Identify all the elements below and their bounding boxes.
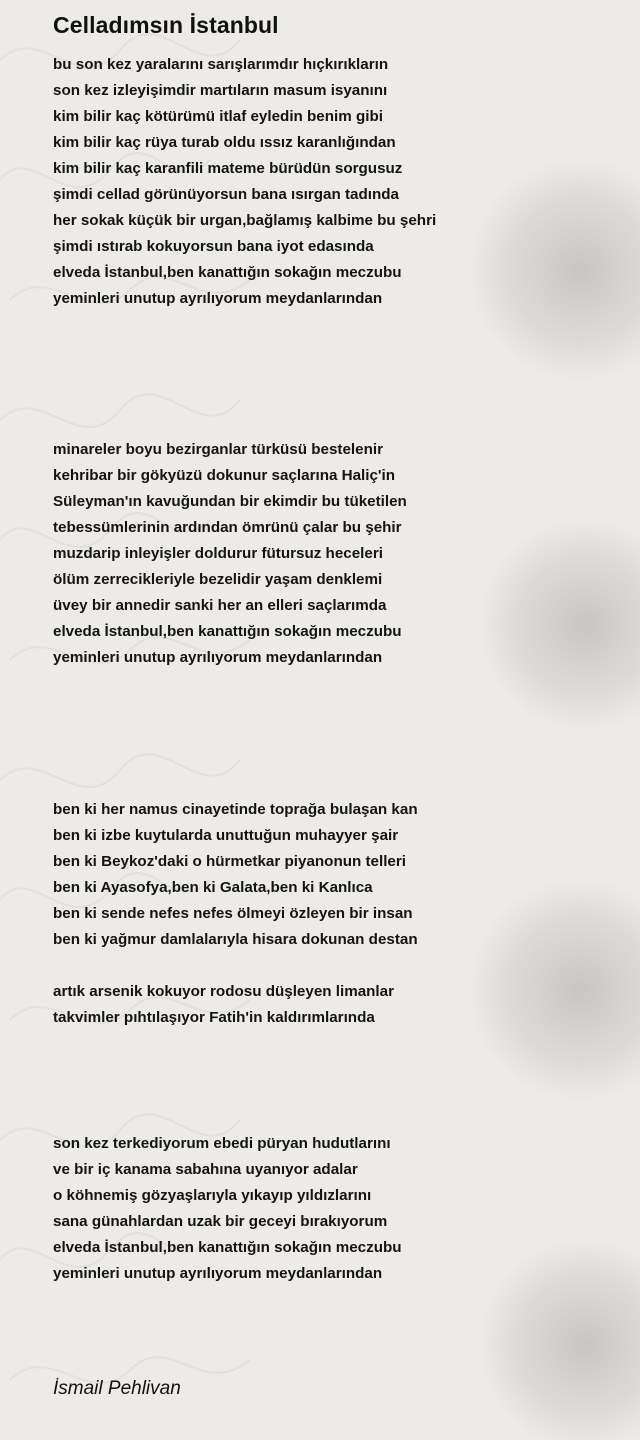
- poem-line: ben ki sende nefes nefes ölmeyi özleyen bir insan: [53, 905, 413, 922]
- poem-line: bu son kez yaralarını sarışlarımdır hıçkırıkların: [53, 56, 389, 73]
- poem-line: kim bilir kaç kötürümü itlaf eyledin benim gibi: [53, 108, 383, 125]
- poem-line: ölüm zerrecikleriyle bezelidir yaşam denklemi: [53, 571, 383, 588]
- poem-line: şimdi cellad görünüyorsun bana ısırgan tadında: [53, 186, 399, 203]
- stanza-2: [53, 437, 407, 671]
- poem-line: her sokak küçük bir urgan,bağlamış kalbime bu şehri: [53, 212, 437, 229]
- poem-line: elveda İstanbul,ben kanattığın sokağın meczubu: [53, 623, 402, 640]
- poem-line: takvimler pıhtılaşıyor Fatih'in kaldırımlarında: [53, 1009, 375, 1026]
- poem-line: o köhnemiş gözyaşlarıyla yıkayıp yıldızlarını: [53, 1187, 372, 1204]
- stanza-3: [53, 797, 418, 953]
- poem-line: artık arsenik kokuyor rodosu düşleyen limanlar: [53, 983, 394, 1000]
- poem-line: şimdi ıstırab kokuyorsun bana iyot edasında: [53, 238, 374, 255]
- poem-line: minareler boyu bezirganlar türküsü bestelenir: [53, 441, 384, 458]
- poem-line: kehribar bir gökyüzü dokunur saçlarına Haliç'in: [53, 467, 396, 484]
- poem-line: ben ki her namus cinayetinde toprağa bulaşan kan: [53, 801, 418, 818]
- poem-line: son kez izleyişimdir martıların masum isyanını: [53, 82, 388, 99]
- poem-line: yeminleri unutup ayrılıyorum meydanlarından: [53, 649, 383, 666]
- poem-line: elveda İstanbul,ben kanattığın sokağın meczubu: [53, 1239, 402, 1256]
- poem-line: elveda İstanbul,ben kanattığın sokağın meczubu: [53, 264, 402, 281]
- poem-line: ben ki izbe kuytularda unuttuğun muhayyer şair: [53, 827, 399, 844]
- poem-line: kim bilir kaç rüya turab oldu ıssız karanlığından: [53, 134, 396, 151]
- poem-line: ve bir iç kanama sabahına uyanıyor adalar: [53, 1161, 358, 1178]
- stanza-4: [53, 979, 394, 1031]
- poem-line: muzdarip inleyişler doldurur fütursuz heceleri: [53, 545, 383, 562]
- poem-line: tebessümlerinin ardından ömrünü çalar bu şehir: [53, 519, 402, 536]
- poem-line: sana günahlardan uzak bir geceyi bırakıyorum: [53, 1213, 388, 1230]
- poem-line: ben ki yağmur damlalarıyla hisara dokunan destan: [53, 931, 418, 948]
- poem-line: ben ki Ayasofya,ben ki Galata,ben ki Kanlıca: [53, 879, 373, 896]
- poem-line: yeminleri unutup ayrılıyorum meydanlarından: [53, 1265, 383, 1282]
- stanza-5: [53, 1131, 402, 1287]
- stanza-1: [53, 52, 436, 312]
- poem-line: son kez terkediyorum ebedi püryan hudutlarını: [53, 1135, 391, 1152]
- poem-line: yeminleri unutup ayrılıyorum meydanlarından: [53, 290, 383, 307]
- poem-line: kim bilir kaç karanfili mateme bürüdün sorgusuz: [53, 160, 403, 177]
- poem-line: Süleyman'ın kavuğundan bir ekimdir bu tüketilen: [53, 493, 407, 510]
- poem-title: Celladımsın İstanbul: [53, 12, 279, 38]
- poem-line: üvey bir annedir sanki her an elleri saçlarımda: [53, 597, 387, 614]
- poem-author: İsmail Pehlivan: [53, 1378, 181, 1399]
- poem-line: ben ki Beykoz'daki o hürmetkar piyanonun telleri: [53, 853, 407, 870]
